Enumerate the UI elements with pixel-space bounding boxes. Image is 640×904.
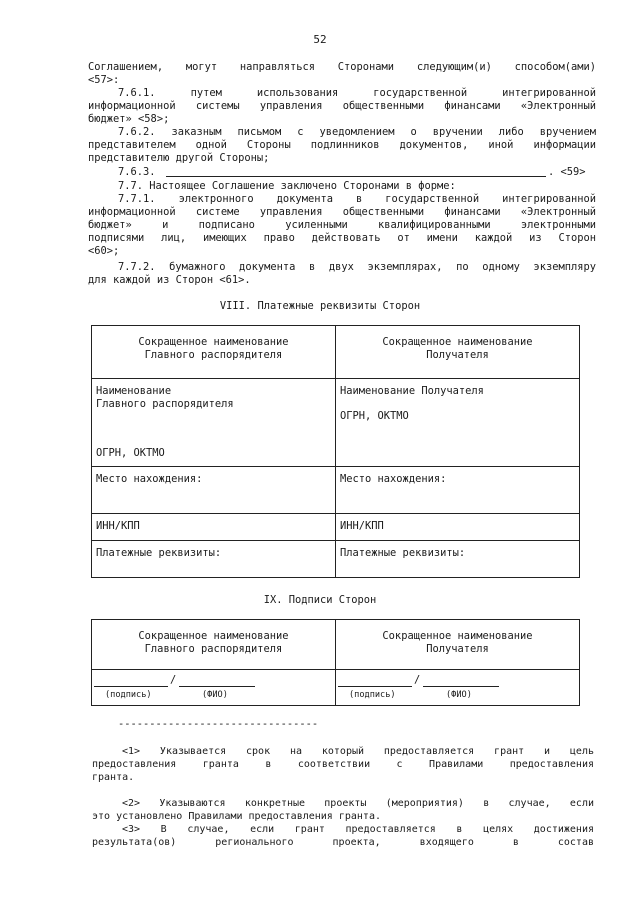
paragraph-line: представителем одной Стороны подлинников документов, иной информации — [88, 139, 596, 151]
recipient-payment-cell — [336, 541, 580, 578]
paragraph-line: 7.7.2. бумажного документа в двух экземплярах, по одному экземпляру — [118, 261, 596, 273]
recipient-inn-cell — [336, 514, 580, 541]
paragraph-line: представителю другой Стороны; — [88, 152, 270, 164]
recipient-location-cell — [336, 467, 580, 514]
header-line: Главного распорядителя — [144, 643, 283, 655]
paragraph-line: подписями лиц, имеющих право действовать от имени каждой из Сторон — [88, 232, 596, 244]
table-row — [92, 467, 580, 514]
table-row — [92, 620, 580, 670]
paragraph-line: бюджет» и подписано усиленными квалифицированными электронными — [88, 219, 596, 231]
section-title: IX. Подписи Сторон — [263, 594, 377, 606]
footnote-line: это установлено Правилами предоставления гранта. — [92, 811, 381, 822]
header-line: Сокращенное наименование — [382, 630, 533, 642]
recipient-header-cell — [336, 326, 580, 379]
signatures-table — [91, 619, 580, 706]
paragraph-line: 7.6.2. заказным письмом с уведомлением о вручении либо вручением — [118, 126, 596, 138]
header-line: Сокращенное наименование — [138, 630, 289, 642]
header-line: Сокращенное наименование — [138, 336, 289, 348]
cell-label: Наименование Получателя — [340, 385, 484, 397]
signature-line — [94, 686, 168, 687]
paragraph-line: бюджет» <58>; — [88, 113, 170, 125]
paragraph-line: <57>: — [88, 74, 120, 86]
cell-label: Платежные реквизиты: — [340, 547, 466, 559]
cell-label: Место нахождения: — [96, 473, 203, 485]
cell-label: ИНН/КПП — [340, 520, 384, 532]
blank-fill-line — [166, 176, 546, 177]
clause-label: 7.6.3. — [118, 166, 156, 178]
header-line: Получателя — [426, 349, 489, 361]
paragraph-line: <60>; — [88, 245, 120, 257]
table-row — [92, 670, 580, 706]
grantor-name-cell — [92, 379, 336, 467]
cell-label: Наименование — [96, 385, 172, 397]
paragraph-line: информационной системы управления общественными финансами «Электронный — [88, 100, 596, 112]
signature-caption: (подпись) — [105, 690, 152, 700]
header-line: Сокращенное наименование — [382, 336, 533, 348]
recipient-signature-cell — [336, 670, 580, 706]
footnote-line: результата(ов) регионального проекта, входящего в состав — [92, 837, 594, 848]
cell-label: Платежные реквизиты: — [96, 547, 222, 559]
name-line — [179, 686, 255, 687]
grantor-location-cell — [92, 467, 336, 514]
paragraph-line: информационной системе управления общественными финансами «Электронный — [88, 206, 596, 218]
grantor-header-cell — [92, 620, 336, 670]
header-line: Получателя — [426, 643, 489, 655]
grantor-signature-cell — [92, 670, 336, 706]
table-row — [92, 514, 580, 541]
footnote-line: <3> В случае, если грант предоставляется в целях достижения — [122, 824, 594, 835]
grantor-payment-cell — [92, 541, 336, 578]
paragraph-line: 7.7. Настоящее Соглашение заключено Сторонами в форме: — [118, 180, 456, 192]
grantor-header-cell — [92, 326, 336, 379]
header-line: Главного распорядителя — [144, 349, 283, 361]
page-number: 52 — [313, 33, 327, 46]
payment-details-table — [91, 325, 580, 578]
signature-caption: (подпись) — [349, 690, 396, 700]
ogrn-label: ОГРН, ОКТМО — [96, 447, 165, 459]
table-row — [92, 541, 580, 578]
section-title: VIII. Платежные реквизиты Сторон — [219, 300, 421, 312]
signature-line — [338, 686, 412, 687]
paragraph-line: 7.6.1. путем использования государственной интегрированной — [118, 87, 596, 99]
ogrn-label: ОГРН, ОКТМО — [340, 410, 409, 422]
clause-suffix: . <59> — [548, 166, 586, 178]
name-caption: (ФИО) — [202, 690, 228, 700]
slash-separator: / — [170, 674, 177, 686]
table-row — [92, 379, 580, 467]
slash-separator: / — [414, 674, 421, 686]
cell-label: Главного распорядителя — [96, 398, 234, 410]
grantor-inn-cell — [92, 514, 336, 541]
footnote-separator: -------------------------------- — [118, 718, 319, 730]
footnote-line: <2> Указываются конкретные проекты (мероприятия) в случае, если — [122, 798, 594, 809]
name-line — [423, 686, 499, 687]
paragraph-line: для каждой из Сторон <61>. — [88, 274, 251, 286]
cell-label: Место нахождения: — [340, 473, 447, 485]
paragraph-line: Соглашением, могут направляться Сторонами следующим(и) способом(ами) — [88, 61, 596, 73]
table-row — [92, 326, 580, 379]
footnote-line: предоставления гранта в соответствии с Правилами предоставления — [92, 759, 594, 770]
cell-label: ИНН/КПП — [96, 520, 140, 532]
footnote-line: гранта. — [92, 772, 135, 783]
paragraph-line: 7.7.1. электронного документа в государственной интегрированной — [118, 193, 596, 205]
name-caption: (ФИО) — [446, 690, 472, 700]
recipient-header-cell — [336, 620, 580, 670]
recipient-name-cell — [336, 379, 580, 467]
footnote-line: <1> Указывается срок на который предоставляется грант и цель — [122, 746, 594, 757]
